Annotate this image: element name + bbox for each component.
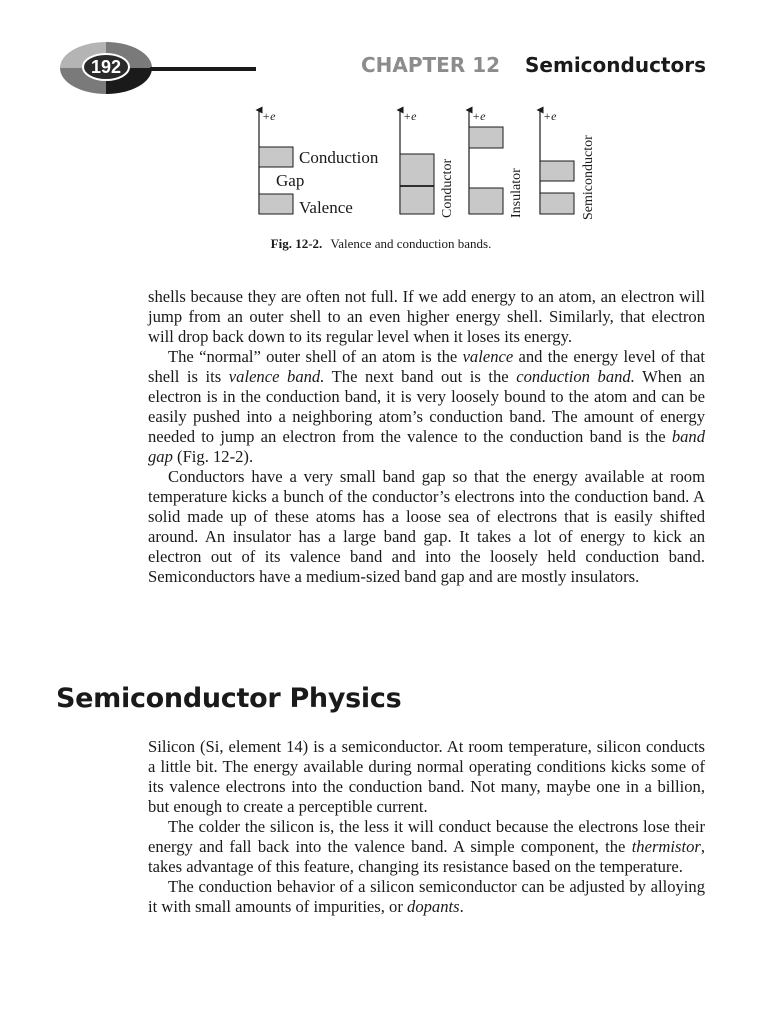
paragraph: The “normal” outer shell of an atom is the valence and the energy level of that shell is its valence band. The next band out is the conduction band. When an electron is in the conduction band, it is very loosely bound to the atom and can be easily pushed into a neighboring atom’s conduction band. The amount of energy needed to jump an electron from the valence to the conduction band is the band gap (Fig. 12-2). (148, 347, 705, 466)
band-diagram (248, 104, 618, 226)
valence-label: Valence (299, 198, 353, 217)
conductor-diagram (400, 109, 455, 218)
conduction-label: Conduction (299, 148, 379, 167)
body-text-top (148, 287, 705, 587)
conduction-band-swatch (259, 147, 293, 167)
figure-number: Fig. 12-2. (270, 236, 323, 251)
page-number: 192 (90, 57, 122, 77)
paragraph: The colder the silicon is, the less it will conduct because the electrons lose their energy and fall back into the valence band. A simple component, the thermistor, takes advantage of this feature, changing its resistance based on the temperature. (148, 817, 705, 876)
paragraph: Conductors have a very small band gap so that the energy available at room temperature kicks a bunch of the conductor’s electrons into the conduction band. A solid made up of these atoms has a loose sea of electrons that is easily shifted around. An insulator has a large band gap. It takes a lot of energy to kick an electron out of its valence band and into the loosely held conduction band. Semiconductors have a medium-sized band gap and are mostly insulators. (148, 467, 705, 586)
term-conduction-band: conduction band. (516, 367, 635, 386)
valence-band (540, 193, 574, 214)
page-header (0, 0, 762, 110)
term-thermistor: thermistor (631, 837, 701, 856)
section-heading: Semiconductor Physics (56, 683, 402, 714)
figure-caption-text: Valence and conduction bands. (330, 236, 492, 251)
conductor-label: Conductor (440, 158, 455, 218)
chapter-label: CHAPTER 12 (360, 53, 501, 77)
paragraph: Silicon (Si, element 14) is a semiconductor. At room temperature, silicon conducts a little bit. The energy available during normal operating conditions kicks some of its valence electrons into the conduction band. Not many, maybe one in a billion, but enough to create a perceptible current. (148, 737, 705, 816)
chapter-title: Semiconductors (525, 53, 706, 77)
semiconductor-label: Semiconductor (581, 135, 596, 220)
paragraph: shells because they are often not full. If we add energy to an atom, an electron will jump from an outer shell to an even higher energy shell. Similarly, that electron will drop back down to its regular level when it loses its energy. (148, 287, 705, 346)
figure-band-diagram (248, 104, 618, 226)
legend-panel (259, 109, 379, 217)
insulator-label: Insulator (509, 168, 524, 218)
conduction-band (469, 127, 503, 148)
axis-label: +e (543, 109, 557, 123)
term-valence: valence (462, 347, 514, 366)
figure-caption (0, 236, 762, 252)
body-text-bottom (148, 737, 705, 917)
insulator-diagram (469, 109, 524, 218)
term-valence-band: valence band. (228, 367, 325, 386)
term-band-gap: band gap (148, 427, 705, 466)
valence-band (400, 186, 434, 214)
valence-band-swatch (259, 194, 293, 214)
axis-label: +e (472, 109, 486, 123)
axis-label: +e (403, 109, 417, 123)
gap-label: Gap (276, 171, 305, 190)
conduction-band (540, 161, 574, 181)
valence-band (469, 188, 503, 214)
semiconductor-diagram (540, 109, 596, 220)
conduction-band (400, 154, 434, 186)
header-rule (150, 67, 256, 71)
term-dopants: dopants (407, 897, 460, 916)
paragraph: The conduction behavior of a silicon semiconductor can be adjusted by alloying it with small amounts of impurities, or dopants. (148, 877, 705, 916)
axis-label: +e (262, 109, 276, 123)
running-head (361, 53, 706, 77)
